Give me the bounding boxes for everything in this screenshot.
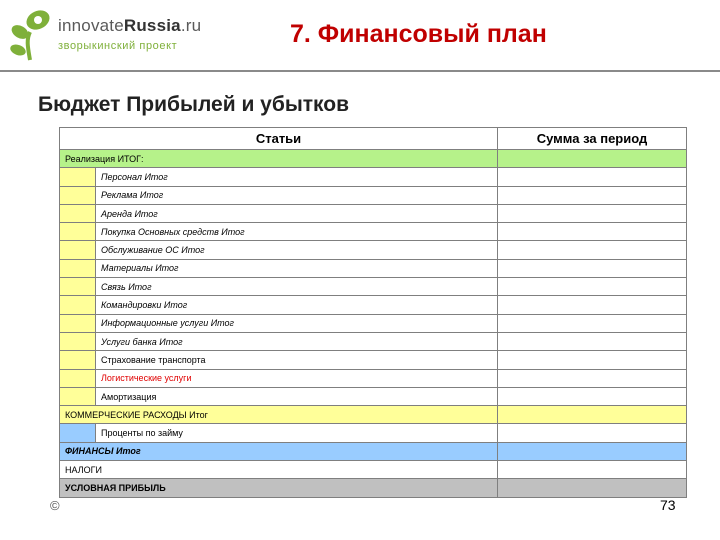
net-profit-label: УСЛОВНАЯ ПРИБЫЛЬ — [60, 479, 498, 497]
row-indent — [60, 369, 96, 387]
expense-item-value — [498, 387, 687, 405]
header-divider — [0, 70, 720, 72]
logo-tagline: зворыкинский проект — [58, 40, 178, 52]
row-indent — [60, 296, 96, 314]
table-row — [60, 369, 687, 387]
table-header-row — [60, 128, 687, 150]
taxes-row — [60, 461, 687, 479]
revenue-total-value — [498, 150, 687, 168]
table-row — [60, 314, 687, 332]
net-profit-row — [60, 479, 687, 497]
table-row — [60, 241, 687, 259]
expense-items — [60, 168, 687, 406]
expense-item-value — [498, 223, 687, 241]
revenue-total-label: Реализация ИТОГ: — [60, 150, 498, 168]
finance-total-value — [498, 442, 687, 460]
expense-item-value — [498, 332, 687, 350]
finance-total-label: ФИНАНСЫ Итог — [60, 442, 498, 460]
expense-item-label: Информационные услуги Итог — [96, 314, 498, 332]
expense-item-value — [498, 369, 687, 387]
expense-item-label: Обслуживание ОС Итог — [96, 241, 498, 259]
col-header-articles: Статьи — [60, 128, 498, 150]
expense-item-value — [498, 314, 687, 332]
row-indent — [60, 314, 96, 332]
table-row — [60, 259, 687, 277]
expense-item-value — [498, 278, 687, 296]
commercial-total-value — [498, 406, 687, 424]
loan-interest-label: Проценты по займу — [96, 424, 498, 442]
page-number: 73 — [660, 497, 676, 513]
table-row — [60, 278, 687, 296]
expense-item-label: Страхование транспорта — [96, 351, 498, 369]
expense-item-label: Покупка Основных средств Итог — [96, 223, 498, 241]
row-indent — [60, 241, 96, 259]
row-indent — [60, 278, 96, 296]
row-indent — [60, 424, 96, 442]
row-indent — [60, 186, 96, 204]
expense-item-label: Услуги банка Итог — [96, 332, 498, 350]
finance-total-row — [60, 442, 687, 460]
table-row — [60, 296, 687, 314]
expense-item-label: Аренда Итог — [96, 204, 498, 222]
expense-item-value — [498, 241, 687, 259]
expense-item-value — [498, 259, 687, 277]
revenue-total-row — [60, 150, 687, 168]
expense-item-value — [498, 204, 687, 222]
row-indent — [60, 259, 96, 277]
expense-item-label: Реклама Итог — [96, 186, 498, 204]
row-indent — [60, 168, 96, 186]
expense-item-value — [498, 186, 687, 204]
profit-loss-table — [59, 127, 687, 498]
sprout-icon — [8, 6, 54, 62]
expense-item-label: Логистические услуги — [96, 369, 498, 387]
row-indent — [60, 351, 96, 369]
expense-item-label: Командировки Итог — [96, 296, 498, 314]
copyright-mark: © — [50, 498, 60, 513]
expense-item-label: Связь Итог — [96, 278, 498, 296]
logo-wordmark: innovateRussia.ru — [58, 16, 202, 35]
net-profit-value — [498, 479, 687, 497]
table-row — [60, 332, 687, 350]
row-indent — [60, 223, 96, 241]
section-subtitle: Бюджет Прибылей и убытков — [38, 93, 350, 116]
row-indent — [60, 204, 96, 222]
expense-item-label: Персонал Итог — [96, 168, 498, 186]
commercial-total-label: КОММЕРЧЕСКИЕ РАСХОДЫ Итог — [60, 406, 498, 424]
table-row — [60, 186, 687, 204]
innovaterussia-logo — [8, 6, 202, 62]
loan-interest-value — [498, 424, 687, 442]
expense-item-label: Материалы Итог — [96, 259, 498, 277]
commercial-total-row — [60, 406, 687, 424]
table-row — [60, 351, 687, 369]
table-row — [60, 387, 687, 405]
table-row — [60, 204, 687, 222]
expense-item-value — [498, 351, 687, 369]
row-indent — [60, 332, 96, 350]
table-row — [60, 223, 687, 241]
row-indent — [60, 387, 96, 405]
col-header-sum: Сумма за период — [498, 128, 687, 150]
table-row — [60, 168, 687, 186]
taxes-label: НАЛОГИ — [60, 461, 498, 479]
loan-interest-row — [60, 424, 687, 442]
expense-item-label: Амортизация — [96, 387, 498, 405]
expense-item-value — [498, 296, 687, 314]
slide-title: 7. Финансовый план — [290, 20, 547, 48]
expense-item-value — [498, 168, 687, 186]
taxes-value — [498, 461, 687, 479]
